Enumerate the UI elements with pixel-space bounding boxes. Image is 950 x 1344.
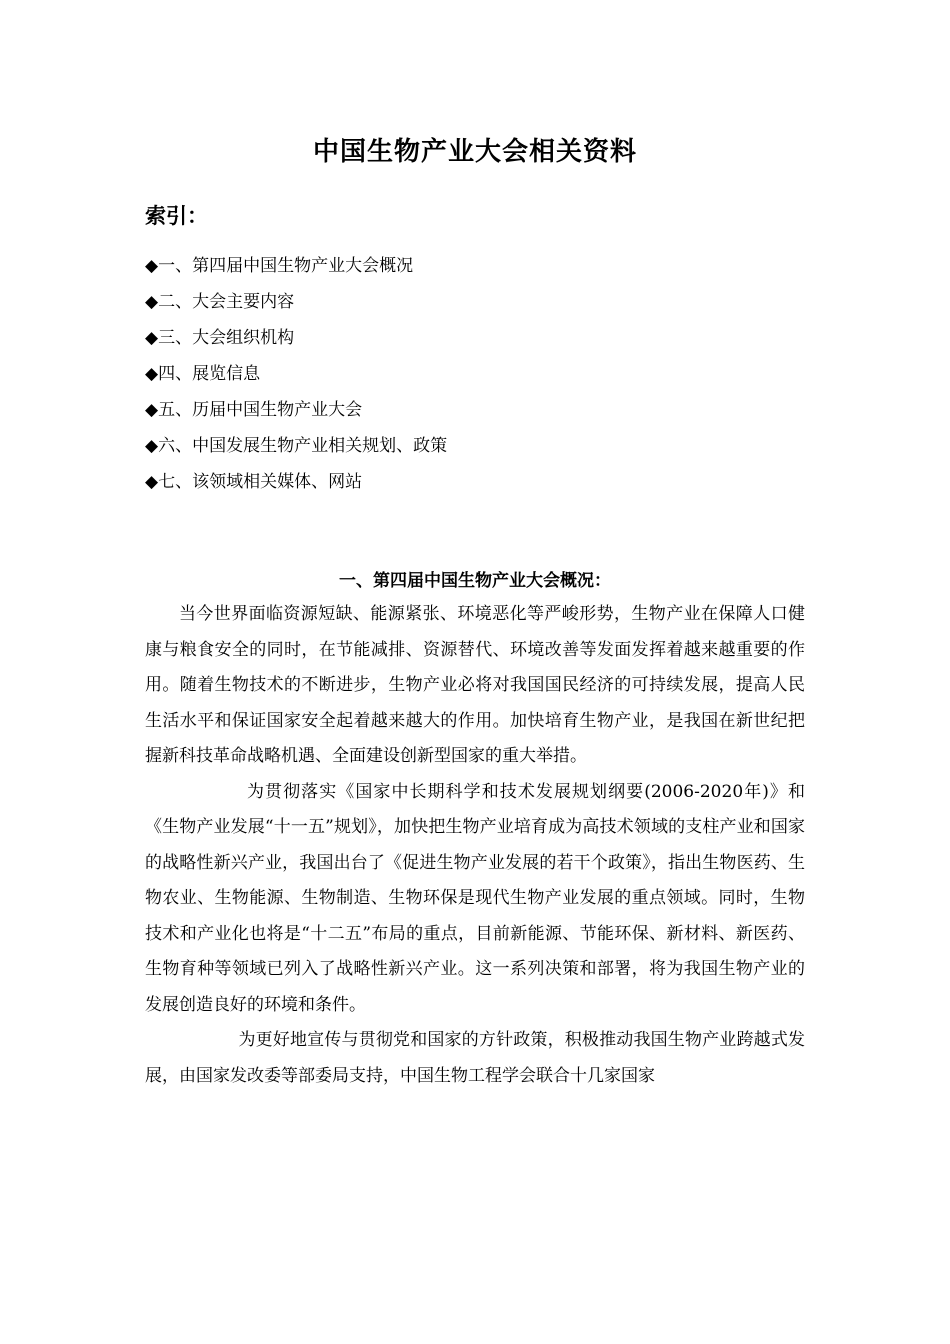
paragraph-1: 当今世界面临资源短缺、能源紧张、环境恶化等严峻形势，生物产业在保障人口健康与粮食安全的同时，在节能减排、资源替代、环境改善等发面发挥着越来越重要的作用。随着生物技术的不断进步，生物产业必将对我国国民经济的可持续发展，提高人民生活水平和保证国家安全起着越来越大的作用。加快培育生物产业，是我国在新世纪把握新科技革命战略机遇、全面建设创新型国家的重大举措。 [145,604,805,766]
toc-item-1: ◆一、第四届中国生物产业大会概况 [145,256,414,276]
paragraph-3: 为更好地宣传与贯彻党和国家的方针政策，积极推动我国生物产业跨越式发展，由国家发改委等部委局支持，中国生物工程学会联合十几家国家 [145,1030,805,1086]
toc-item-2: ◆二、大会主要内容 [145,292,295,312]
table-of-contents [145,248,447,500]
toc-item-6: ◆六、中国发展生物产业相关规划、政策 [145,436,448,456]
toc-item-3: ◆三、大会组织机构 [145,328,295,348]
section-heading: 一、第四届中国生物产业大会概况： [339,571,611,591]
paragraph-2: 为贯彻落实《国家中长期科学和技术发展规划纲要(2006-2020年)》和《生物产业发展“十一五”规划》，加快把生物产业培育成为高技术领域的支柱产业和国家的战略性新兴产业，我国出台了《促进生物产业发展的若干个政策》，指出生物医药、生物农业、生物能源、生物制造、生物环保是现代生物产业发展的重点领域。同时，生物技术和产业化也将是“十二五”布局的重点，目前新能源、节能环保、新材料、新医药、生物育种等领域已列入了战略性新兴产业。这一系列决策和部署，将为我国生物产业的发展创造良好的环境和条件。 [145,781,805,1015]
index-heading: 索引： [145,204,208,228]
toc-item-7: ◆七、该领域相关媒体、网站 [145,472,363,492]
toc-item-5: ◆五、历届中国生物产业大会 [145,400,363,420]
toc-item-4: ◆四、展览信息 [145,364,261,384]
section-body [145,597,805,1094]
document-title: 中国生物产业大会相关资料 [312,137,637,167]
